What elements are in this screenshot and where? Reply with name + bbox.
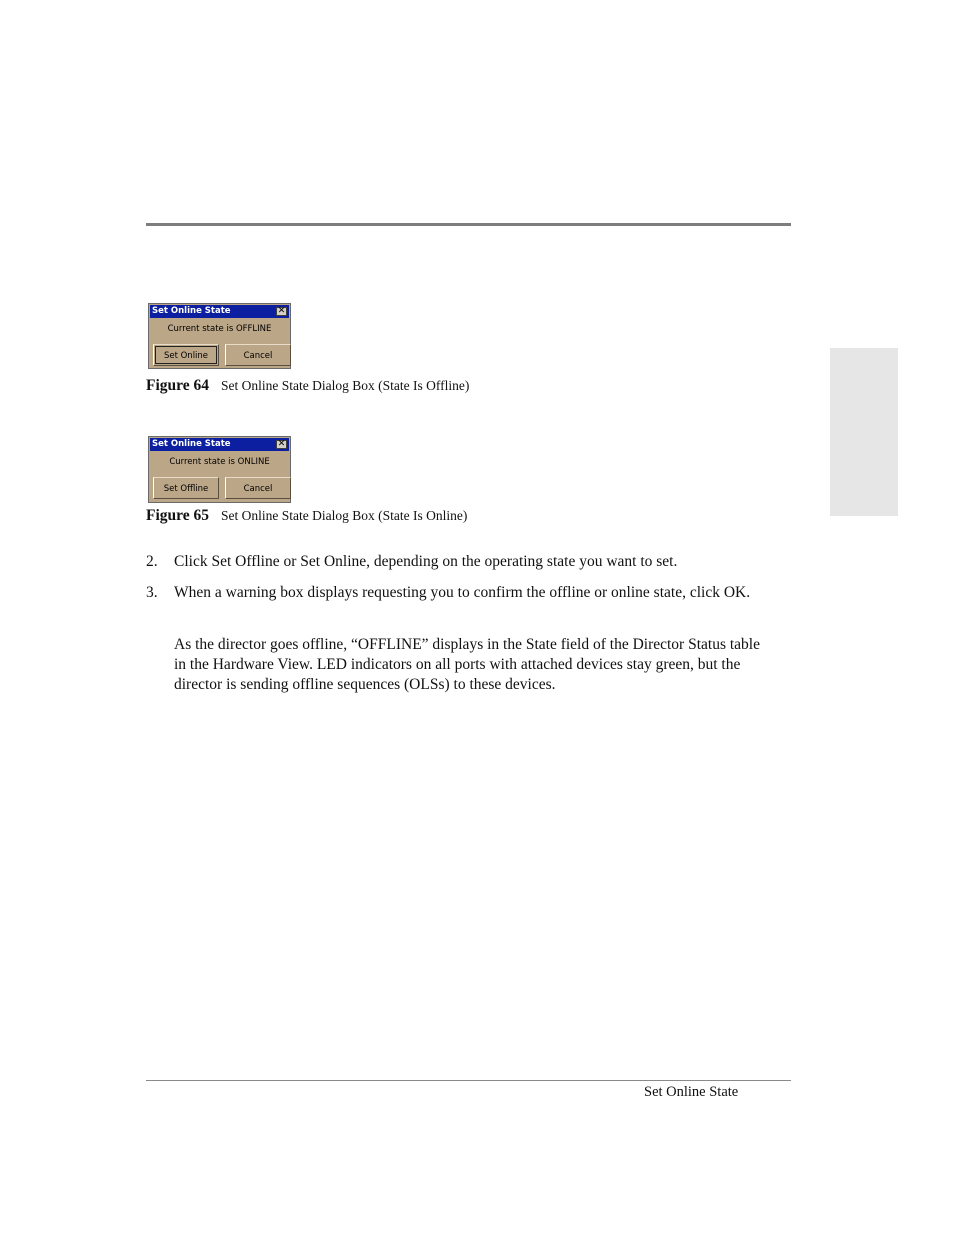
close-icon[interactable]: ✕ [277, 439, 286, 449]
dialog-message: Current state is OFFLINE [167, 324, 272, 334]
figure-caption-text: Set Online State Dialog Box (State Is Offline) [221, 378, 470, 393]
close-icon[interactable]: ✕ [277, 306, 286, 316]
body-paragraph: As the director goes offline, “OFFLINE” displays in the State field of the Director Status table in the Hardware View. LED indicators on all ports with attached devices stay green, but the director is sending offline sequences (OLSs) to these devices. [174, 636, 760, 693]
figure-caption-64 [146, 377, 469, 395]
figure-label: Figure 64 [146, 377, 209, 394]
footer-rule [146, 1080, 791, 1081]
dialog-title: Set Online State [152, 306, 231, 316]
set-online-button[interactable]: Set Online [153, 344, 219, 366]
footer-section-title: Set Online State [644, 1084, 739, 1100]
header-rule [146, 223, 791, 226]
step-item [146, 583, 776, 603]
figure-caption-text: Set Online State Dialog Box (State Is Online) [221, 508, 468, 523]
step-item [146, 552, 776, 572]
dialog-title-bar [150, 438, 289, 451]
figure-label: Figure 65 [146, 507, 209, 524]
step-number: 2. [146, 553, 158, 570]
step-text: Click Set Offline or Set Online, depending on the operating state you want to set. [174, 553, 678, 570]
dialog-title-bar [150, 305, 289, 318]
dialog-message: Current state is ONLINE [169, 457, 270, 467]
step-text: When a warning box displays requesting you to confirm the offline or online state, click OK. [174, 584, 751, 601]
set-online-state-dialog-offline [148, 303, 291, 369]
dialog-title: Set Online State [152, 439, 231, 449]
figure-caption-65 [146, 507, 467, 525]
cancel-button[interactable]: Cancel [225, 344, 291, 366]
step-number: 3. [146, 584, 158, 601]
set-online-state-dialog-online [148, 436, 291, 503]
set-offline-button[interactable]: Set Offline [153, 477, 219, 499]
cancel-button[interactable]: Cancel [225, 477, 291, 499]
chapter-thumb-tab [830, 348, 898, 516]
